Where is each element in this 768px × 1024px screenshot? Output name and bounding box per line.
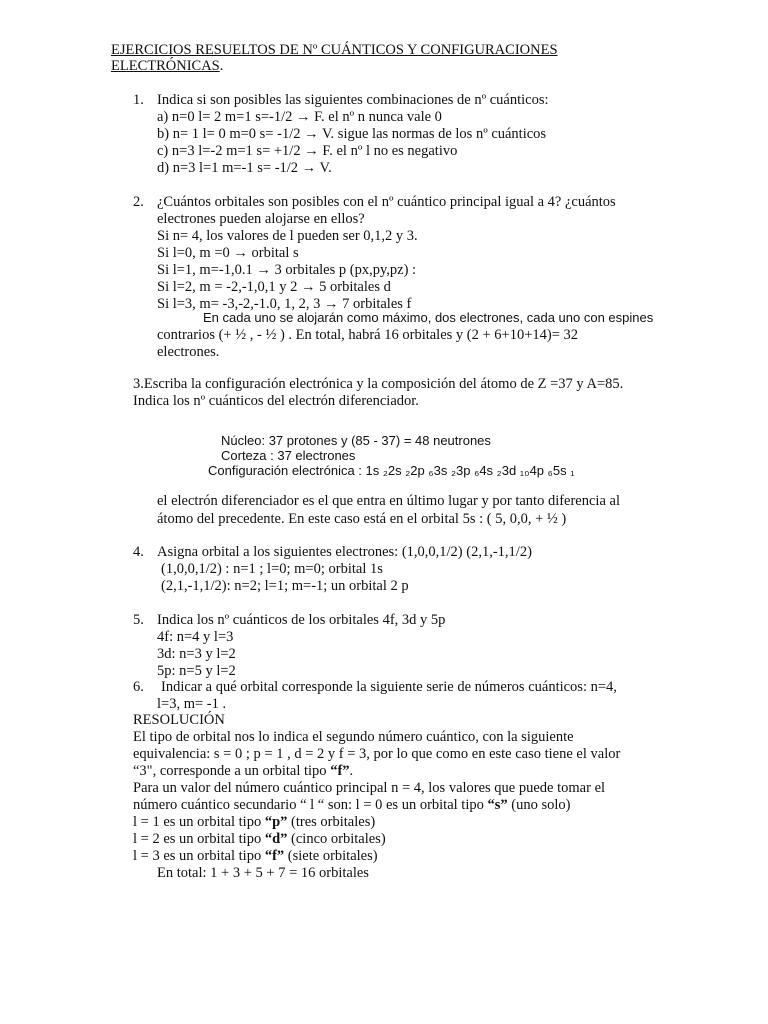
q6-p6-text: l = 1 es un orbital tipo — [133, 814, 265, 830]
q6-p3-text: “3", corresponde a un orbital tipo — [133, 763, 331, 779]
q6-paragraph-line3 — [133, 763, 353, 780]
q6-number: 6. — [133, 679, 144, 695]
q6-p7-orbital-d: “d” — [264, 831, 288, 847]
q2-answer-line7 — [157, 327, 578, 344]
q2-answer-line3: Si l=1, m=-1,0.1 → 3 orbitales p (px,py,pz) : — [157, 262, 417, 278]
q3-prompt-line1: 3.Escriba la configuración electrónica y la composición del átomo de Z =37 y A=85. — [133, 376, 624, 392]
q6-paragraph-line8 — [133, 848, 378, 865]
q1-option-b: b) n= 1 l= 0 m=0 s= -1/2 → V. sigue las normas de los nº cuánticos — [157, 126, 547, 142]
q2-answer-line7-total: . En total, habrá 16 orbitales y (2 + 6+10+14)= 32 — [288, 327, 579, 343]
q6-p7-note: (cinco orbitales) — [287, 831, 386, 847]
q5-answer-3d: 3d: n=3 y l=2 — [157, 646, 236, 662]
q2-answer-line6: En cada uno se alojarán como máximo, dos electrones, cada uno con espines — [203, 310, 654, 325]
q1-number: 1. — [133, 92, 144, 108]
q5-prompt: Indica los nº cuánticos de los orbitales 4f, 3d y 5p — [157, 612, 446, 628]
q6-paragraph-line5 — [133, 797, 570, 814]
q5-answer-5p: 5p: n=5 y l=2 — [157, 663, 236, 679]
q6-paragraph-line6 — [133, 814, 375, 831]
q1-option-a: a) n=0 l= 2 m=1 s=-1/2 → F. el nº n nunca vale 0 — [157, 109, 442, 125]
q4-number: 4. — [133, 544, 144, 560]
q6-p6-note: (tres orbitales) — [287, 814, 376, 830]
q2-answer-line4: Si l=2, m = -2,-1,0,1 y 2 → 5 orbitales d — [157, 279, 391, 295]
q6-p5-text: número cuántico secundario “ l “ son: l = 0 es un orbital tipo — [133, 797, 488, 813]
q6-p8-orbital-f: “f” — [264, 848, 285, 864]
q6-p8-note: (siete orbitales) — [284, 848, 378, 864]
q6-paragraph-line1: El tipo de orbital nos lo indica el segundo número cuántico, con la siguiente — [133, 729, 574, 745]
q2-answer-line1: Si n= 4, los valores de l pueden ser 0,1,2 y 3. — [157, 228, 418, 244]
q2-answer-line8: electrones. — [157, 344, 220, 360]
q6-p8-text: l = 3 es un orbital tipo — [133, 848, 265, 864]
q3-corteza: Corteza : 37 electrones — [221, 448, 356, 463]
q2-answer-line7-spin: contrarios (+ ½ , - ½ ) — [157, 327, 285, 343]
q1-option-c: c) n=3 l=-2 m=1 s= +1/2 → F. el nº l no es negativo — [157, 143, 458, 159]
q3-prompt-line2: Indica los nº cuánticos del electrón diferenciador. — [133, 393, 419, 409]
q4-answer-line1: (1,0,0,1/2) : n=1 ; l=0; m=0; orbital 1s — [161, 561, 383, 577]
q6-paragraph-line7 — [133, 831, 386, 848]
q3-answer-line2: átomo del precedente. En este caso está en el orbital 5s : ( 5, 0,0, + ½ ) — [157, 511, 567, 527]
q2-answer-line2: Si l=0, m =0 → orbital s — [157, 245, 299, 261]
q2-number: 2. — [133, 194, 144, 210]
q4-answer-line2: (2,1,-1,1/2): n=2; l=1; m=-1; un orbital 2 p — [161, 578, 409, 594]
q6-paragraph-line4: Para un valor del número cuántico principal n = 4, los valores que puede tomar el — [133, 780, 606, 796]
q3-nucleo: Núcleo: 37 protones y (85 - 37) = 48 neutrones — [221, 433, 491, 448]
q6-resolucion-heading: RESOLUCIÓN — [133, 712, 225, 728]
doc-title-line2-text: ELECTRÓNICAS — [111, 58, 220, 74]
q1-option-d: d) n=3 l=1 m=-1 s= -1/2 → V. — [157, 160, 332, 176]
q6-p6-orbital-p: “p” — [264, 814, 288, 830]
doc-title-line1: EJERCICIOS RESUELTOS DE Nº CUÁNTICOS Y CONFIGURACIONES — [111, 42, 558, 58]
q2-prompt-line2: electrones pueden alojarse en ellos? — [157, 211, 365, 227]
q4-prompt: Asigna orbital a los siguientes electrones: (1,0,0,1/2) (2,1,-1,1/2) — [157, 544, 532, 560]
q1-prompt: Indica si son posibles las siguientes combinaciones de nº cuánticos: — [157, 92, 549, 108]
q5-number: 5. — [133, 612, 144, 628]
q6-total: En total: 1 + 3 + 5 + 7 = 16 orbitales — [157, 865, 369, 881]
q6-prompt-line1: Indicar a qué orbital corresponde la siguiente serie de números cuánticos: n=4, — [161, 679, 617, 695]
q6-p5-orbital-s: “s” — [487, 797, 508, 813]
q2-answer-line5: Si l=3, m= -3,-2,-1.0, 1, 2, 3 → 7 orbitales f — [157, 296, 412, 312]
q6-p7-text: l = 2 es un orbital tipo — [133, 831, 265, 847]
q2-prompt-line1: ¿Cuántos orbitales son posibles con el nº cuántico principal igual a 4? ¿cuántos — [157, 194, 616, 210]
q6-p3-period: . — [349, 763, 354, 779]
q3-answer-line1: el electrón diferenciador es el que entra en último lugar y por tanto diferencia al — [157, 493, 620, 509]
q3-configuracion: Configuración electrónica : 1s ₂2s ₂2p ₆3s ₂3p ₆4s ₂3d ₁₀4p ₆5s ₁ — [208, 463, 575, 478]
q6-prompt-line2: l=3, m= -1 . — [157, 696, 227, 712]
q6-paragraph-line2: equivalencia: s = 0 ; p = 1 , d = 2 y f = 3, por lo que como en este caso tiene el valor — [133, 746, 621, 762]
q5-answer-4f: 4f: n=4 y l=3 — [157, 629, 234, 645]
q6-p5-note: (uno solo) — [507, 797, 571, 813]
doc-title-line2: ELECTRÓNICAS. — [111, 58, 224, 74]
q6-p3-orbital-f: “f” — [330, 763, 350, 779]
